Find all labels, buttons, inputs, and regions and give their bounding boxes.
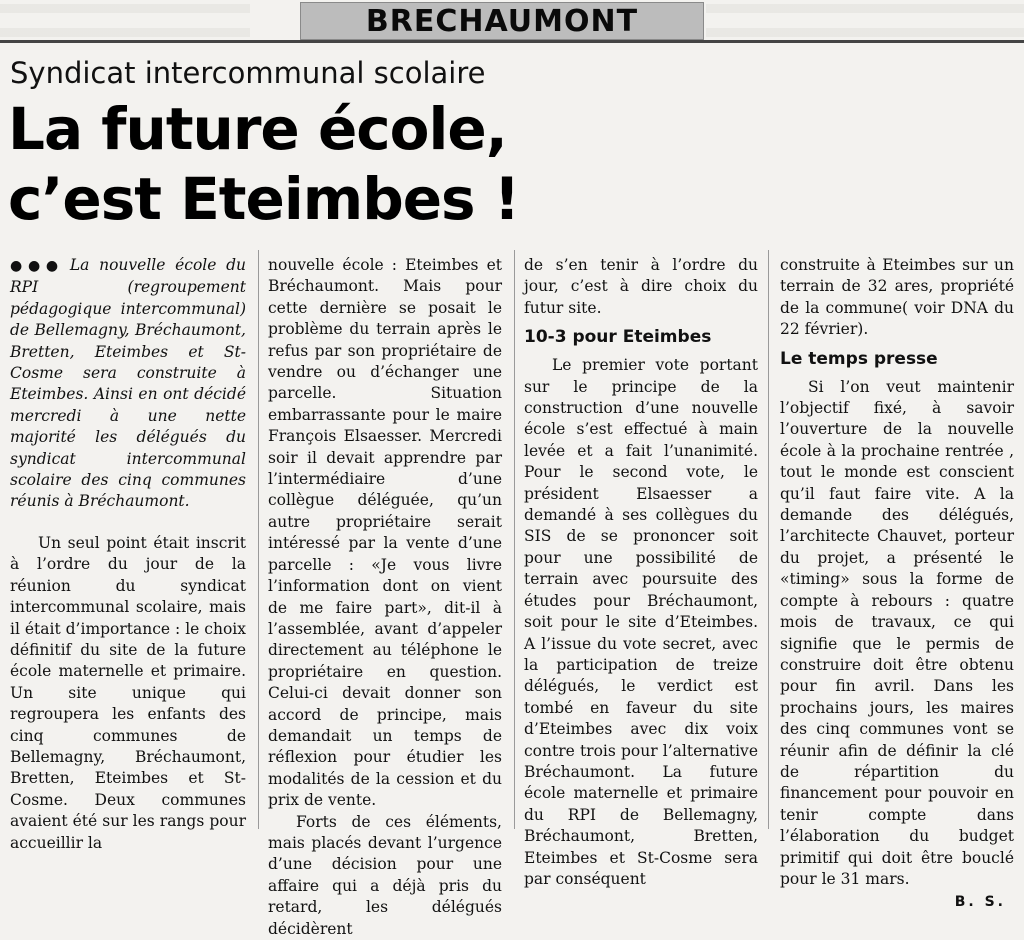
col4-paragraph-2: Si l’on veut maintenir l’objectif fixé, à savoir l’ouverture de la nouvelle école à la prochaine rentrée , tout le monde est conscient qu’il faut faire vite. A la demande des délégués, l’architecte Chauvet, porteur du projet, a présenté le «timing» sous la forme de compte à rebours : quatre mois de travaux, ce qui signifie que le permis de construire doit être obtenu pour fin avril. Dans les prochains jours, les maires des cinq communes vont se réunir afin de définir la clé de répartition du financement pour pouvoir en tenir compte dans l’élaboration du budget primitif qui doit être bouclé pour le 31 mars. (780, 377, 1014, 888)
col4-paragraph-1: construite à Eteimbes sur un terrain de 32 ares, propriété de la commune( voir DNA du 22 février). (780, 256, 1014, 339)
column-3 (524, 255, 758, 890)
column-rule-2 (514, 250, 515, 829)
col2-paragraph-2: Forts de ces éléments, mais placés devant l’urgence d’une décision pour une affaire qui a déjà pris du retard, les délégués décidèrent (268, 812, 502, 938)
col3-paragraph-2: Le premier vote portant sur le principe de la construction d’une nouvelle école s’est effectué à main levée et a fait l’unanimité. Pour le second vote, le président Elsaesser a demandé à ses collègues du SIS de se prononcer soit pour une possibilité de terrain avec poursuite des études pour Bréchaumont, soit pour le site d’Eteimbes. A l’issue du vote secret, avec la participation de treize délégués, le verdict est tombé en faveur du site d’Eteimbes avec dix voix contre trois pour l’alternative Bréchaumont. La future école maternelle et primaire du RPI de Bellemagny, Bréchaumont, Bretten, Eteimbes et St-Cosme sera par conséquent (524, 356, 758, 888)
column-rule-1 (258, 250, 259, 829)
column-2 (268, 255, 502, 940)
author-signature: B. S. (954, 894, 1006, 911)
col2-paragraph-1: nouvelle école : Eteimbes et Bréchaumont. Mais pour cette dernière se posait le problème du terrain après le refus par son propriétaire de vendre ou d’échanger une parcelle. Situation embarrassante pour le maire François Elsaesser. Mercredi soir il devait apprendre par l’intermédiaire d’une collègue déléguée, qu’un autre propriétaire serait intéressé par la vente d’une parcelle : «Je vous livre l’information dont on vient de me faire part», dit-il à l’assemblée, avant d’appeler directement au téléphone le propriétaire en question. Celui-ci devait donner son accord de principe, mais demandait un temps de réflexion pour étudier les modalités de la cession et du prix de vente. (268, 256, 502, 810)
header-rule (0, 40, 1024, 43)
col1-body: Un seul point était inscrit à l’ordre du jour de la réunion du syndicat intercommunal scolaire, mais il était d’importance : le choix définitif du site de la future école maternelle et primaire. Un site unique qui regroupera les enfants des cinq communes de Bellemagny, Bréchaumont, Bretten, Eteimbes et St-Cosme. Deux communes avaient été sur les rangs pour accueillir la (10, 533, 246, 852)
kicker: Syndicat intercommunal scolaire (10, 56, 486, 90)
adjacent-article-right (706, 4, 1024, 40)
column-4 (780, 255, 1014, 914)
column-1 (10, 255, 246, 854)
headline-line-1: La future école, (8, 95, 507, 163)
col4-subhead: Le temps presse (780, 348, 938, 369)
lead-bullets: ●●● (10, 258, 64, 274)
section-banner: BRECHAUMONT (300, 2, 704, 40)
adjacent-article-left (0, 4, 250, 40)
lead-paragraph (10, 255, 246, 513)
col3-subhead: 10-3 pour Eteimbes (524, 327, 712, 348)
headline (8, 94, 519, 234)
lead-text: La nouvelle école du RPI (regroupement pédagogique intercommunal) de Bellemagny, Bréchaumont, Bretten, Eteimbes et St-Cosme sera construite à Eteimbes. Ainsi en ont décidé mercredi à une nette majorité les délégués du syndicat intercommunal scolaire des cinq communes réunis à Bréchaumont. (10, 256, 246, 511)
headline-line-2: c’est Eteimbes ! (8, 165, 520, 233)
col3-paragraph-1: de s’en tenir à l’ordre du jour, c’est à dire choix du futur site. (524, 256, 758, 317)
column-rule-3 (768, 250, 769, 829)
